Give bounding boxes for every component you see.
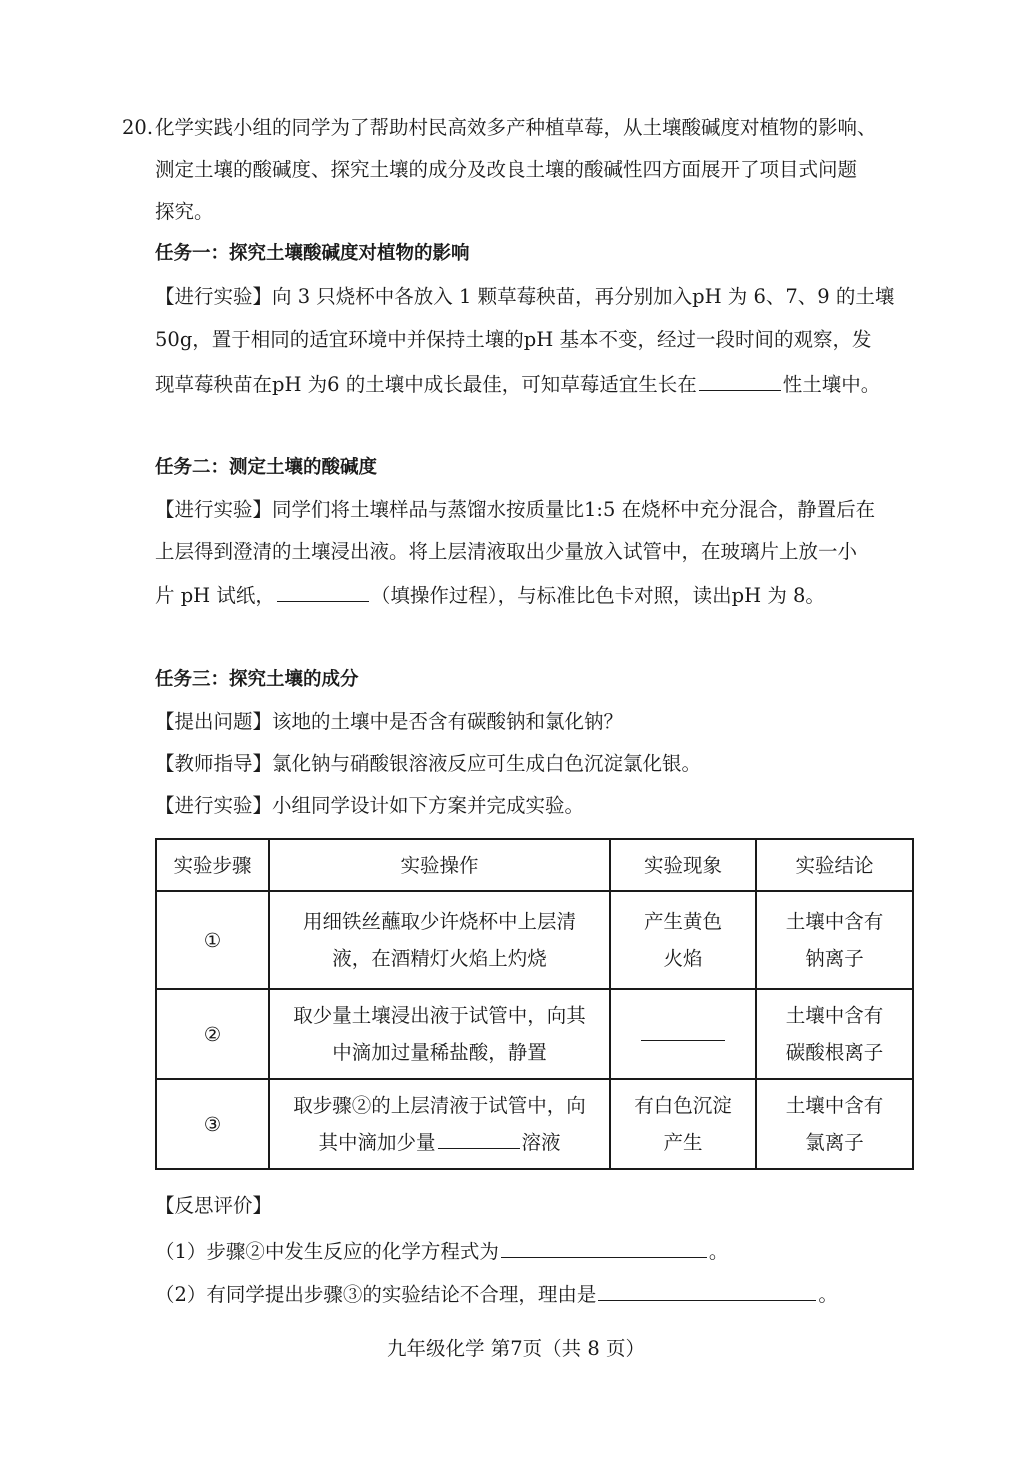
task1-answer-blank[interactable] <box>699 370 781 391</box>
task2-line-3-after: （填操作过程），与标准比色卡对照，读出pH 为 8。 <box>370 584 825 607</box>
reflection-q1-end: 。 <box>708 1240 729 1263</box>
header-phenomenon: 实验现象 <box>610 839 756 891</box>
task3-title: 任务三：探究土壤的成分 <box>155 669 359 690</box>
page-footer: 九年级化学 第7页（共 8 页） <box>387 1337 645 1360</box>
conclusion-line: 土壤中含有 <box>785 1004 884 1027</box>
operation-line: 取少量土壤浸出液于试管中，向其 <box>293 1004 586 1027</box>
step-cell: ② <box>156 989 269 1079</box>
table-row <box>156 1079 913 1169</box>
conclusion-cell <box>756 989 913 1079</box>
operation-after-blank: 溶液 <box>521 1131 561 1154</box>
conclusion-line: 碳酸根离子 <box>785 1041 884 1064</box>
reflection-q1-text: （1）步骤②中发生反应的化学方程式为 <box>155 1240 499 1263</box>
step-cell: ③ <box>156 1079 269 1169</box>
reflection-title: 【反思评价】 <box>155 1194 273 1217</box>
reflection-q2-end: 。 <box>818 1283 838 1306</box>
phenomenon-line: 产生 <box>663 1131 703 1154</box>
task2-line-3 <box>155 581 825 609</box>
operation-cell <box>269 1079 610 1169</box>
phenomenon-answer-blank[interactable] <box>641 1018 725 1041</box>
equation-answer-blank[interactable] <box>501 1237 707 1258</box>
phenomenon-line: 产生黄色 <box>643 910 722 933</box>
intro-line-3: 探究。 <box>155 200 214 223</box>
reason-answer-blank[interactable] <box>598 1280 816 1301</box>
operation-line: 液，在酒精灯火焰上灼烧 <box>332 947 547 970</box>
phenomenon-cell <box>610 989 756 1079</box>
task2-line-3-before: 片 pH 试纸， <box>155 584 275 607</box>
task1-line-3 <box>155 370 880 398</box>
experiment-table <box>155 838 914 1170</box>
intro-line-1: 化学实践小组的同学为了帮助村民高效多产种植草莓，从土壤酸碱度对植物的影响、 <box>155 116 877 139</box>
phenomenon-cell <box>610 1079 756 1169</box>
header-operation: 实验操作 <box>269 839 610 891</box>
operation-line: 中滴加过量稀盐酸，静置 <box>332 1041 547 1064</box>
conclusion-cell <box>756 891 913 989</box>
operation-cell <box>269 891 610 989</box>
operation-cell <box>269 989 610 1079</box>
reagent-answer-blank[interactable] <box>438 1128 520 1149</box>
task3-experiment: 【进行实验】小组同学设计如下方案并完成实验。 <box>155 794 585 817</box>
task2-title: 任务二：测定土壤的酸碱度 <box>155 457 378 478</box>
task2-line-2: 上层得到澄清的土壤浸出液。将上层清液取出少量放入试管中，在玻璃片上放一小 <box>155 540 858 563</box>
reflection-q2-text: （2）有同学提出步骤③的实验结论不合理，理由是 <box>155 1283 597 1306</box>
task2-line-1: 【进行实验】同学们将土壤样品与蒸馏水按质量比1:5 在烧杯中充分混合，静置后在 <box>155 498 876 521</box>
task3-question: 【提出问题】该地的土壤中是否含有碳酸钠和氯化钠？ <box>155 710 624 733</box>
table-row <box>156 891 913 989</box>
step-cell: ① <box>156 891 269 989</box>
phenomenon-line: 火焰 <box>663 947 703 970</box>
task3-guidance: 【教师指导】氯化钠与硝酸银溶液反应可生成白色沉淀氯化银。 <box>155 752 702 775</box>
phenomenon-line: 有白色沉淀 <box>634 1094 732 1117</box>
task1-line-3-after: 性土壤中。 <box>782 373 881 396</box>
reflection-q1 <box>155 1237 728 1265</box>
header-conclusion: 实验结论 <box>756 839 913 891</box>
task1-line-3-before: 现草莓秧苗在pH 为6 的土壤中成长最佳，可知草莓适宜生长在 <box>155 373 697 396</box>
conclusion-cell <box>756 1079 913 1169</box>
question-number: 20. <box>122 116 154 139</box>
phenomenon-cell <box>610 891 756 989</box>
task1-line-1: 【进行实验】向 3 只烧杯中各放入 1 颗草莓秧苗，再分别加入pH 为 6、7、9 的土壤 <box>155 285 895 308</box>
task1-title: 任务一：探究土壤酸碱度对植物的影响 <box>155 243 470 264</box>
operation-before-blank: 其中滴加少量 <box>318 1131 436 1154</box>
reflection-q2 <box>155 1280 838 1308</box>
operation-line: 取步骤②的上层清液于试管中，向 <box>293 1094 586 1117</box>
operation-line <box>278 1124 601 1161</box>
conclusion-line: 钠离子 <box>805 947 864 970</box>
header-step: 实验步骤 <box>156 839 269 891</box>
task2-answer-blank[interactable] <box>277 581 369 602</box>
task1-line-2: 50g，置于相同的适宜环境中并保持土壤的pH 基本不变，经过一段时间的观察，发 <box>155 328 872 351</box>
intro-line-2: 测定土壤的酸碱度、探究土壤的成分及改良土壤的酸碱性四方面展开了项目式问题 <box>155 158 858 181</box>
conclusion-line: 土壤中含有 <box>785 910 884 933</box>
table-header-row <box>156 839 913 891</box>
operation-line: 用细铁丝蘸取少许烧杯中上层清 <box>302 910 576 933</box>
conclusion-line: 土壤中含有 <box>785 1094 884 1117</box>
table-row <box>156 989 913 1079</box>
conclusion-line: 氯离子 <box>805 1131 864 1154</box>
